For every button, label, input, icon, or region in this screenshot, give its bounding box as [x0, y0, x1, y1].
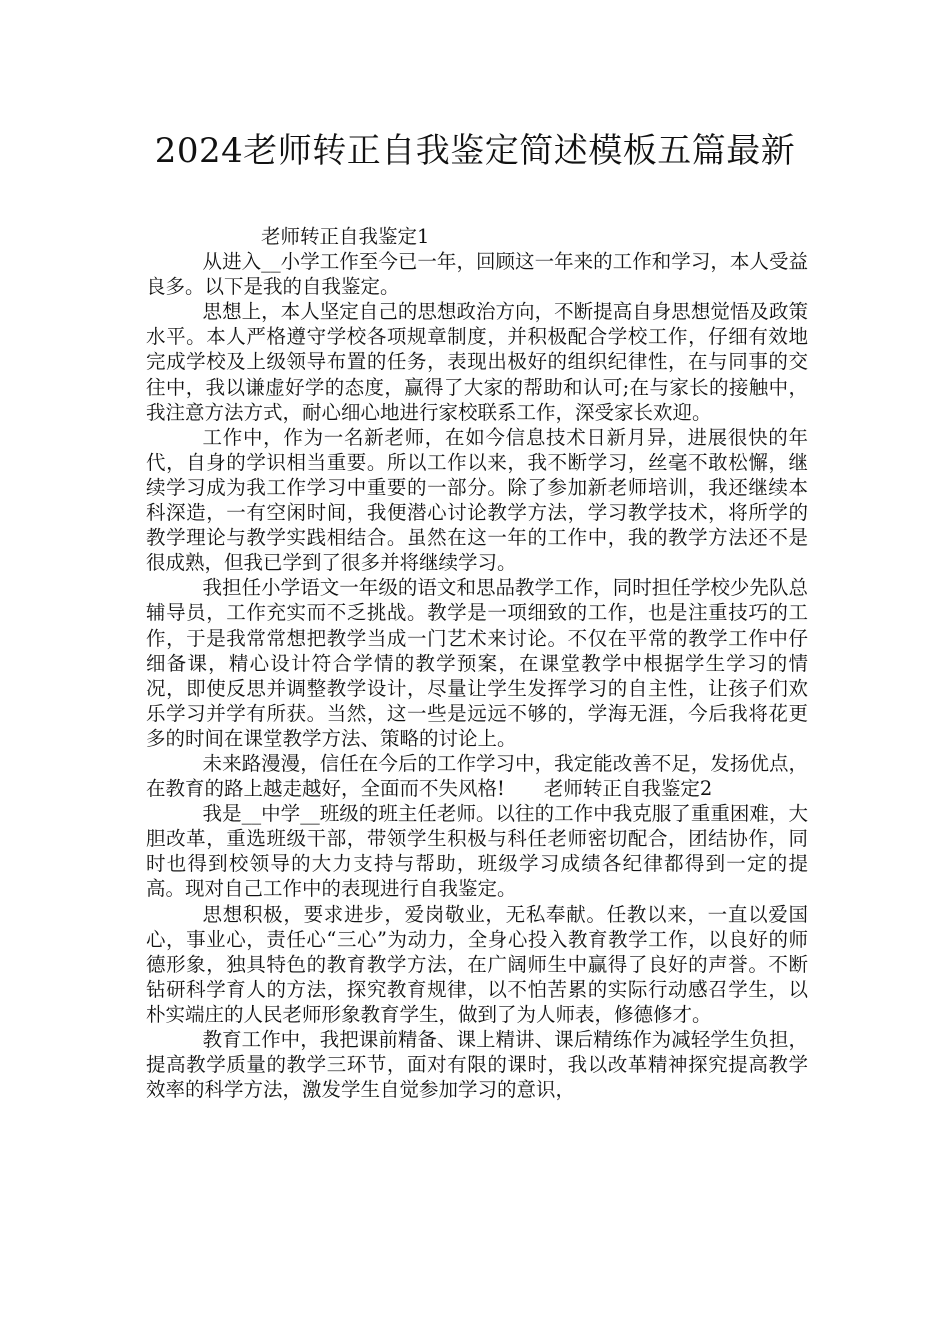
- paragraph: 我是__中学__班级的班主任老师。以往的工作中我克服了重重困难，大胆改革，重选班级干部，带领学生积极与科任老师密切配合，团结协作，同时也得到校领导的大力支持与帮助，班级学习成绩各纪律都得到一定的提高。现对自己工作中的表现进行自我鉴定。: [146, 802, 808, 901]
- paragraph: 思想积极，要求进步，爱岗敬业，无私奉献。任教以来，一直以爱国心，事业心，责任心“三心”为动力，全身心投入教育教学工作，以良好的师德形象，独具特色的教育教学方法，在广阔师生中赢得了良好的声誉。不断钻研科学育人的方法，探究教育规律，以不怕苦累的实际行动感召学生，以朴实端庄的人民老师形象教育学生，做到了为人师表，修德修才。: [146, 902, 808, 1026]
- section-heading-1: 老师转正自我鉴定1: [261, 225, 430, 248]
- document-body: [146, 224, 808, 1102]
- paragraph: 工作中，作为一名新老师，在如今信息技术日新月异，进展很快的年代，自身的学识相当重要。所以工作以来，我不断学习，丝毫不敢松懈，继续学习成为我工作学习中重要的一部分。除了参加新老师培训，我还继续本科深造，一有空闲时间，我便潜心讨论教学方法，学习教学技术，将所学的教学理论与教学实践相结合。虽然在这一年的工作中，我的教学方法还不是很成熟，但我已学到了很多并将继续学习。: [146, 425, 808, 575]
- paragraph: 从进入__小学工作至今已一年，回顾这一年来的工作和学习，本人受益良多。以下是我的自我鉴定。: [146, 250, 808, 299]
- paragraph: 我担任小学语文一年级的语文和思品教学工作，同时担任学校少先队总辅导员，工作充实而不乏挑战。教学是一项细致的工作，也是注重技巧的工作，于是我常常想把教学当成一门艺术来讨论。不仅在平常的教学工作中仔细备课，精心设计符合学情的教学预案，在课堂教学中根据学生学习的情况，即使反思并调整教学设计，尽量让学生发挥学习的自主性，让孩子们欢乐学习并学有所获。当然，这一些是远远不够的，学海无涯，今后我将花更多的时间在课堂教学方法、策略的讨论上。: [146, 576, 808, 750]
- paragraph: 教育工作中，我把课前精备、课上精讲、课后精练作为减轻学生负担，提高教学质量的教学三环节，面对有限的课时，我以改革精神探究提高教学效率的科学方法，激发学生自觉参加学习的意识，: [146, 1028, 808, 1102]
- document-title: 2024老师转正自我鉴定简述模板五篇最新: [154, 131, 796, 171]
- paragraph: 思想上，本人坚定自己的思想政治方向，不断提高自身思想觉悟及政策水平。本人严格遵守学校各项规章制度，并积极配合学校工作，仔细有效地完成学校及上级领导布置的任务，表现出极好的组织纪律性，在与同事的交往中，我以谦虚好学的态度，赢得了大家的帮助和认可;在与家长的接触中，我注意方法方式，耐心细心地进行家校联系工作，深受家长欢迎。: [146, 300, 808, 424]
- paragraph: 未来路漫漫，信任在今后的工作学习中，我定能改善不足，发扬优点，在教育的路上越走越好，全面而不失风格! 老师转正自我鉴定2: [146, 751, 808, 801]
